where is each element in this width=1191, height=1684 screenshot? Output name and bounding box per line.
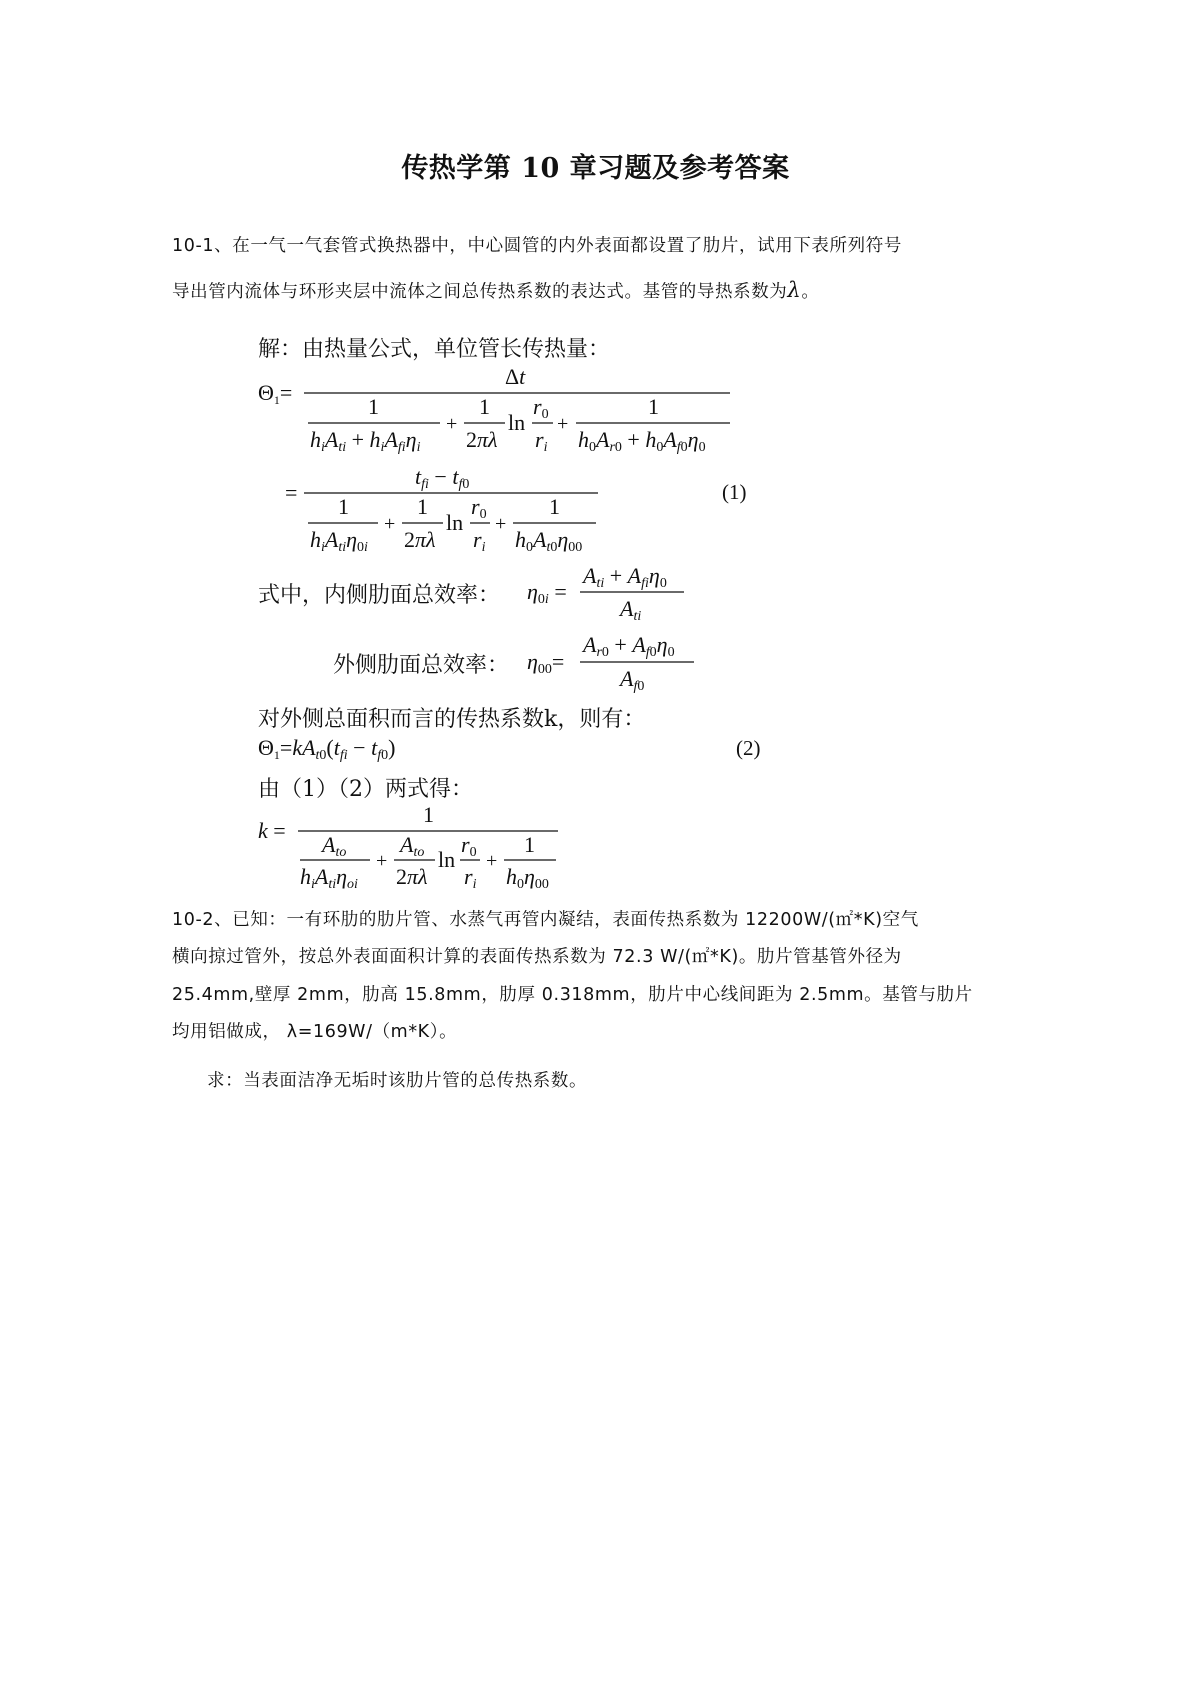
inner-efficiency-label: 式中，内侧肋面总效率：	[258, 583, 501, 608]
plus-sign: +	[557, 413, 569, 435]
k-definition-text: 对外侧总面积而言的传热系数k，则有：	[258, 707, 646, 732]
problem-10-2-line-3: 25.4mm,壁厚 2mm，肋高 15.8mm，肋厚 0.318mm，肋片中心线间距为 2.5mm。基管与肋片	[172, 985, 973, 1005]
equals-sign: =	[285, 480, 298, 505]
inner-efficiency-numerator: Ati + Afiη0	[583, 563, 667, 591]
plus-sign: +	[486, 850, 498, 872]
ln: ln	[446, 510, 464, 535]
numerator-one: 1	[648, 394, 659, 419]
numerator-one: 1	[479, 394, 490, 419]
equation-2: Θ1=kAt0(tfi − tf0)	[258, 735, 396, 763]
inner-conductance-denominator: hiAti + hiAfiηi	[310, 427, 421, 455]
inner-efficiency-denominator: Ati	[620, 596, 642, 624]
A-to: Ato	[400, 832, 425, 860]
eta-0i: η0i =	[527, 579, 567, 607]
plus-sign: +	[384, 513, 396, 535]
final-inner-denominator: hiAtiηoi	[300, 864, 358, 892]
ln: ln	[438, 847, 456, 872]
problem-10-2-question: 求：当表面洁净无垢时该肋片管的总传热系数。	[207, 1071, 588, 1091]
temperature-difference: tfi − tf0	[415, 464, 470, 492]
numerator-one: 1	[417, 494, 428, 519]
numerator-one: 1	[549, 494, 560, 519]
plus-sign: +	[376, 850, 388, 872]
delta-t: Δt	[505, 364, 526, 389]
equation-number-1: (1)	[722, 480, 747, 504]
lambda-symbol: λ	[787, 278, 802, 302]
problem-10-2-line-4: 均用铝做成， λ=169W/（m*K）。	[172, 1022, 458, 1042]
final-outer-denominator: h0η00	[506, 864, 549, 892]
problem-10-1-line-2-text: 导出管内流体与环形夹层中流体之间总传热系数的表达式。基管的导热系数为	[172, 282, 788, 302]
ln: ln	[508, 410, 526, 435]
plus-sign: +	[446, 413, 458, 435]
A-to: Ato	[322, 832, 347, 860]
k-symbol: k =	[258, 818, 286, 843]
page-title: 传热学第 10 章习题及参考答案	[401, 153, 790, 184]
outer-term-denominator: h0At0η00	[515, 527, 583, 555]
numerator-one: 1	[368, 394, 379, 419]
numerator-one: 1	[524, 832, 535, 857]
outer-conductance-denominator: h0Ar0 + h0Af0η0	[578, 427, 706, 455]
ri: ri	[464, 864, 477, 892]
numerator-one: 1	[423, 802, 434, 827]
problem-10-2-line-2: 横向掠过管外，按总外表面面积计算的表面传热系数为 72.3 W/(㎡*K)。肋片管基管外径为	[172, 947, 902, 967]
two-pi-lambda: 2πλ	[396, 864, 428, 889]
theta-1-symbol: Θ1=	[258, 380, 293, 407]
r0: r0	[533, 394, 549, 422]
problem-10-2-line-1: 10-2、已知：一有环肋的肋片管、水蒸气再管内凝结，表面传热系数为 12200W/(㎡*K)空气	[172, 910, 919, 930]
two-pi-lambda: 2πλ	[466, 427, 498, 452]
two-pi-lambda: 2πλ	[404, 527, 436, 552]
outer-efficiency-denominator: Af0	[620, 666, 645, 694]
r0: r0	[471, 494, 487, 522]
equation-number-2: (2)	[736, 736, 761, 760]
inner-term-denominator: hiAtiη0i	[310, 527, 368, 555]
outer-efficiency-numerator: Ar0 + Af0η0	[583, 632, 675, 660]
r0: r0	[461, 832, 477, 860]
numerator-one: 1	[338, 494, 349, 519]
ri: ri	[473, 527, 486, 555]
plus-sign: +	[495, 513, 507, 535]
ri: ri	[535, 427, 548, 455]
solution-intro: 解：由热量公式，单位管长传热量：	[258, 337, 611, 362]
eta-00: η00=	[527, 649, 565, 677]
problem-10-1-line-1: 10-1、在一气一气套管式换热器中，中心圆管的内外表面都设置了肋片，试用下表所列符号	[172, 236, 902, 256]
problem-10-1-line-2-end: 。	[801, 282, 820, 302]
outer-efficiency-label: 外侧肋面总效率：	[333, 653, 510, 678]
combine-text: 由（1）（2）两式得：	[258, 777, 473, 802]
